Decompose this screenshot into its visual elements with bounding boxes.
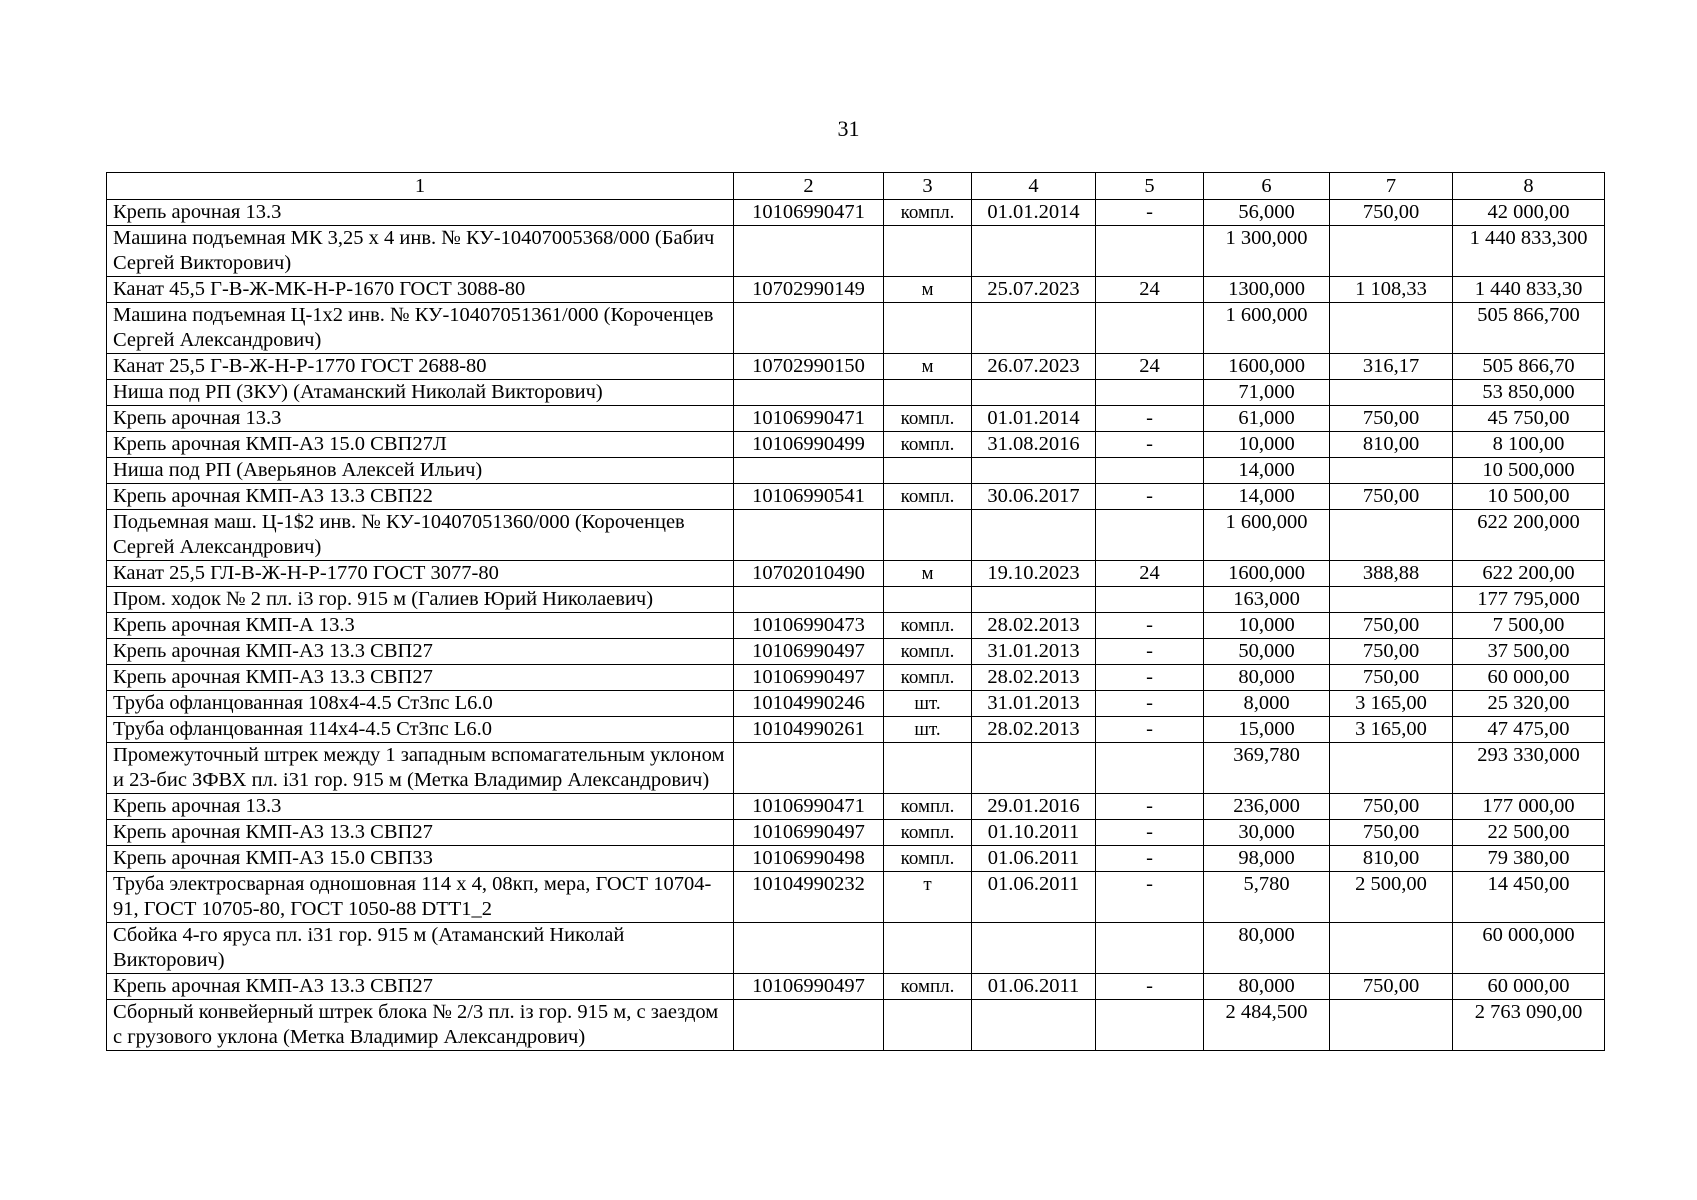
unit-cell: т [884,872,972,923]
unit-cell: компл. [884,794,972,820]
term-cell: - [1096,639,1204,665]
amount-cell: 42 000,00 [1453,200,1605,226]
item-name-cell: Крепь арочная КМП-А 13.3 [107,613,734,639]
amount-cell: 293 330,000 [1453,743,1605,794]
item-name-cell: Крепь арочная 13.3 [107,406,734,432]
table-header-row [107,173,1605,200]
date-cell [972,510,1096,561]
date-cell: 19.10.2023 [972,561,1096,587]
inventory-number-cell: 10106990497 [734,820,884,846]
date-cell: 28.02.2013 [972,613,1096,639]
date-cell: 01.01.2014 [972,200,1096,226]
unit-cell [884,380,972,406]
date-cell [972,380,1096,406]
term-cell: - [1096,717,1204,743]
unit-cell [884,587,972,613]
column-header: 4 [972,173,1096,200]
table-row [107,639,1605,665]
table-row [107,458,1605,484]
table-row [107,743,1605,794]
unit-cell [884,303,972,354]
table-row [107,303,1605,354]
term-cell: - [1096,406,1204,432]
unit-cell: м [884,277,972,303]
inventory-number-cell [734,458,884,484]
date-cell: 01.06.2011 [972,872,1096,923]
item-name-cell: Машина подъемная МК 3,25 х 4 инв. № КУ-10407005368/000 (Бабич Сергей Викторович) [107,226,734,277]
price-cell: 750,00 [1330,665,1453,691]
amount-cell: 47 475,00 [1453,717,1605,743]
price-cell: 750,00 [1330,639,1453,665]
amount-cell: 177 000,00 [1453,794,1605,820]
amount-cell: 60 000,000 [1453,923,1605,974]
date-cell [972,303,1096,354]
inventory-number-cell: 10106990473 [734,613,884,639]
amount-cell: 505 866,70 [1453,354,1605,380]
date-cell [972,743,1096,794]
inventory-number-cell: 10106990497 [734,665,884,691]
inventory-number-cell: 10106990471 [734,200,884,226]
amount-cell: 1 440 833,30 [1453,277,1605,303]
term-cell: - [1096,974,1204,1000]
table-row [107,665,1605,691]
date-cell: 31.08.2016 [972,432,1096,458]
unit-cell: компл. [884,406,972,432]
term-cell [1096,923,1204,974]
price-cell: 316,17 [1330,354,1453,380]
quantity-cell: 369,780 [1204,743,1330,794]
quantity-cell: 98,000 [1204,846,1330,872]
quantity-cell: 56,000 [1204,200,1330,226]
term-cell [1096,587,1204,613]
column-header: 5 [1096,173,1204,200]
inventory-number-cell [734,587,884,613]
item-name-cell: Машина подъемная Ц-1х2 инв. № КУ-10407051361/000 (Короченцев Сергей Александрович) [107,303,734,354]
inventory-number-cell: 10702010490 [734,561,884,587]
table-row [107,691,1605,717]
date-cell: 01.06.2011 [972,974,1096,1000]
term-cell: - [1096,794,1204,820]
amount-cell: 622 200,00 [1453,561,1605,587]
price-cell: 388,88 [1330,561,1453,587]
quantity-cell: 163,000 [1204,587,1330,613]
inventory-number-cell: 10104990246 [734,691,884,717]
amount-cell: 10 500,00 [1453,484,1605,510]
price-cell [1330,923,1453,974]
table-row [107,820,1605,846]
table-row [107,872,1605,923]
column-header: 1 [107,173,734,200]
quantity-cell: 1 600,000 [1204,510,1330,561]
item-name-cell: Крепь арочная КМП-А3 13.3 СВП22 [107,484,734,510]
date-cell: 25.07.2023 [972,277,1096,303]
price-cell: 750,00 [1330,484,1453,510]
quantity-cell: 14,000 [1204,458,1330,484]
date-cell: 01.10.2011 [972,820,1096,846]
unit-cell: м [884,561,972,587]
item-name-cell: Канат 45,5 Г-В-Ж-МК-Н-Р-1670 ГОСТ 3088-80 [107,277,734,303]
inventory-number-cell: 10104990261 [734,717,884,743]
amount-cell: 177 795,000 [1453,587,1605,613]
quantity-cell: 5,780 [1204,872,1330,923]
quantity-cell: 1600,000 [1204,354,1330,380]
inventory-number-cell: 10702990150 [734,354,884,380]
amount-cell: 8 100,00 [1453,432,1605,458]
date-cell: 30.06.2017 [972,484,1096,510]
inventory-number-cell: 10106990471 [734,794,884,820]
table-row [107,380,1605,406]
unit-cell: компл. [884,432,972,458]
date-cell [972,458,1096,484]
item-name-cell: Подьемная маш. Ц-1$2 инв. № КУ-10407051360/000 (Короченцев Сергей Александрович) [107,510,734,561]
table-row [107,484,1605,510]
price-cell: 1 108,33 [1330,277,1453,303]
amount-cell: 60 000,00 [1453,974,1605,1000]
unit-cell [884,458,972,484]
amount-cell: 60 000,00 [1453,665,1605,691]
quantity-cell: 14,000 [1204,484,1330,510]
price-cell: 750,00 [1330,794,1453,820]
column-header: 2 [734,173,884,200]
term-cell: - [1096,691,1204,717]
inventory-number-cell: 10106990541 [734,484,884,510]
inventory-number-cell [734,923,884,974]
price-cell: 2 500,00 [1330,872,1453,923]
unit-cell: компл. [884,639,972,665]
quantity-cell: 50,000 [1204,639,1330,665]
price-cell [1330,303,1453,354]
amount-cell: 45 750,00 [1453,406,1605,432]
price-cell: 750,00 [1330,613,1453,639]
price-cell [1330,510,1453,561]
inventory-number-cell [734,303,884,354]
inventory-number-cell [734,743,884,794]
price-cell: 750,00 [1330,200,1453,226]
item-name-cell: Крепь арочная КМП-А3 13.3 СВП27 [107,820,734,846]
table-row [107,200,1605,226]
inventory-number-cell: 10106990498 [734,846,884,872]
term-cell [1096,1000,1204,1051]
inventory-number-cell: 10106990499 [734,432,884,458]
page-number: 31 [837,116,860,141]
date-cell: 26.07.2023 [972,354,1096,380]
item-name-cell: Крепь арочная КМП-А3 13.3 СВП27 [107,639,734,665]
inventory-number-cell [734,380,884,406]
quantity-cell: 8,000 [1204,691,1330,717]
price-cell: 750,00 [1330,820,1453,846]
table-row [107,974,1605,1000]
date-cell [972,1000,1096,1051]
table-row [107,406,1605,432]
term-cell: - [1096,432,1204,458]
date-cell [972,923,1096,974]
quantity-cell: 80,000 [1204,923,1330,974]
quantity-cell: 236,000 [1204,794,1330,820]
item-name-cell: Труба офланцованная 114х4-4.5 Ст3пс L6.0 [107,717,734,743]
term-cell [1096,510,1204,561]
term-cell [1096,458,1204,484]
table-row [107,226,1605,277]
amount-cell: 22 500,00 [1453,820,1605,846]
date-cell: 28.02.2013 [972,665,1096,691]
inventory-number-cell [734,1000,884,1051]
table-row [107,561,1605,587]
item-name-cell: Труба электросварная одношовная 114 х 4, 08кп, мера, ГОСТ 10704-91, ГОСТ 10705-80, ГОСТ 1050-88 DTT1_2 [107,872,734,923]
term-cell: - [1096,820,1204,846]
column-header: 3 [884,173,972,200]
inventory-number-cell: 10106990471 [734,406,884,432]
amount-cell: 2 763 090,00 [1453,1000,1605,1051]
term-cell: 24 [1096,277,1204,303]
amount-cell: 25 320,00 [1453,691,1605,717]
table-row [107,846,1605,872]
column-header: 8 [1453,173,1605,200]
unit-cell: компл. [884,846,972,872]
term-cell: - [1096,846,1204,872]
item-name-cell: Промежуточный штрек между 1 западным вспомагательным уклоном и 23-бис ЗФВХ пл. і31 гор. 915 м (Метка Владимир Александрович) [107,743,734,794]
date-cell: 31.01.2013 [972,691,1096,717]
date-cell: 29.01.2016 [972,794,1096,820]
price-cell: 750,00 [1330,974,1453,1000]
inventory-number-cell [734,510,884,561]
item-name-cell: Крепь арочная 13.3 [107,794,734,820]
quantity-cell: 80,000 [1204,665,1330,691]
date-cell: 31.01.2013 [972,639,1096,665]
price-cell: 3 165,00 [1330,691,1453,717]
item-name-cell: Ниша под РП (ЗКУ) (Атаманский Николай Викторович) [107,380,734,406]
inventory-number-cell: 10104990232 [734,872,884,923]
unit-cell: компл. [884,974,972,1000]
table-row [107,432,1605,458]
quantity-cell: 80,000 [1204,974,1330,1000]
unit-cell [884,510,972,561]
term-cell: - [1096,484,1204,510]
term-cell [1096,743,1204,794]
unit-cell: шт. [884,717,972,743]
amount-cell: 7 500,00 [1453,613,1605,639]
inventory-number-cell: 10702990149 [734,277,884,303]
item-name-cell: Крепь арочная КМП-А3 15.0 СВП27Л [107,432,734,458]
term-cell: - [1096,665,1204,691]
inventory-number-cell: 10106990497 [734,974,884,1000]
quantity-cell: 1 300,000 [1204,226,1330,277]
unit-cell [884,743,972,794]
term-cell: - [1096,613,1204,639]
table-row [107,1000,1605,1051]
unit-cell: м [884,354,972,380]
date-cell [972,226,1096,277]
table-row [107,794,1605,820]
term-cell [1096,303,1204,354]
item-name-cell: Канат 25,5 ГЛ-В-Ж-Н-Р-1770 ГОСТ 3077-80 [107,561,734,587]
unit-cell: компл. [884,613,972,639]
inventory-table [106,172,1605,1051]
inventory-number-cell: 10106990497 [734,639,884,665]
term-cell: - [1096,200,1204,226]
price-cell [1330,380,1453,406]
item-name-cell: Крепь арочная КМП-А3 13.3 СВП27 [107,974,734,1000]
table-row [107,923,1605,974]
column-header: 6 [1204,173,1330,200]
table-row [107,613,1605,639]
date-cell: 01.06.2011 [972,846,1096,872]
item-name-cell: Труба офланцованная 108х4-4.5 Ст3пс L6.0 [107,691,734,717]
date-cell [972,587,1096,613]
item-name-cell: Ниша под РП (Аверьянов Алексей Ильич) [107,458,734,484]
unit-cell: компл. [884,200,972,226]
inventory-number-cell [734,226,884,277]
price-cell: 810,00 [1330,432,1453,458]
quantity-cell: 10,000 [1204,432,1330,458]
item-name-cell: Крепь арочная КМП-А3 13.3 СВП27 [107,665,734,691]
quantity-cell: 15,000 [1204,717,1330,743]
amount-cell: 14 450,00 [1453,872,1605,923]
item-name-cell: Крепь арочная КМП-А3 15.0 СВП33 [107,846,734,872]
quantity-cell: 2 484,500 [1204,1000,1330,1051]
table-row [107,510,1605,561]
term-cell: 24 [1096,354,1204,380]
quantity-cell: 10,000 [1204,613,1330,639]
item-name-cell: Сбойка 4-го яруса пл. і31 гор. 915 м (Атаманский Николай Викторович) [107,923,734,974]
quantity-cell: 1300,000 [1204,277,1330,303]
item-name-cell: Сборный конвейерный штрек блока № 2/3 пл. із гор. 915 м, с заездом с грузового уклона (Метка Владимир Александрович) [107,1000,734,1051]
column-header: 7 [1330,173,1453,200]
price-cell [1330,226,1453,277]
quantity-cell: 1600,000 [1204,561,1330,587]
table-row [107,277,1605,303]
amount-cell: 505 866,700 [1453,303,1605,354]
table-row [107,587,1605,613]
amount-cell: 79 380,00 [1453,846,1605,872]
item-name-cell: Пром. ходок № 2 пл. і3 гор. 915 м (Галиев Юрий Николаевич) [107,587,734,613]
unit-cell [884,226,972,277]
price-cell [1330,587,1453,613]
term-cell: - [1096,872,1204,923]
table-row [107,354,1605,380]
amount-cell: 53 850,000 [1453,380,1605,406]
unit-cell [884,923,972,974]
amount-cell: 10 500,000 [1453,458,1605,484]
item-name-cell: Канат 25,5 Г-В-Ж-Н-Р-1770 ГОСТ 2688-80 [107,354,734,380]
unit-cell [884,1000,972,1051]
amount-cell: 1 440 833,300 [1453,226,1605,277]
unit-cell: шт. [884,691,972,717]
price-cell [1330,1000,1453,1051]
amount-cell: 622 200,000 [1453,510,1605,561]
table-row [107,717,1605,743]
price-cell: 810,00 [1330,846,1453,872]
unit-cell: компл. [884,820,972,846]
date-cell: 28.02.2013 [972,717,1096,743]
quantity-cell: 71,000 [1204,380,1330,406]
price-cell [1330,743,1453,794]
quantity-cell: 61,000 [1204,406,1330,432]
price-cell [1330,458,1453,484]
term-cell: 24 [1096,561,1204,587]
quantity-cell: 1 600,000 [1204,303,1330,354]
price-cell: 3 165,00 [1330,717,1453,743]
unit-cell: компл. [884,665,972,691]
term-cell [1096,380,1204,406]
item-name-cell: Крепь арочная 13.3 [107,200,734,226]
date-cell: 01.01.2014 [972,406,1096,432]
unit-cell: компл. [884,484,972,510]
price-cell: 750,00 [1330,406,1453,432]
quantity-cell: 30,000 [1204,820,1330,846]
amount-cell: 37 500,00 [1453,639,1605,665]
term-cell [1096,226,1204,277]
